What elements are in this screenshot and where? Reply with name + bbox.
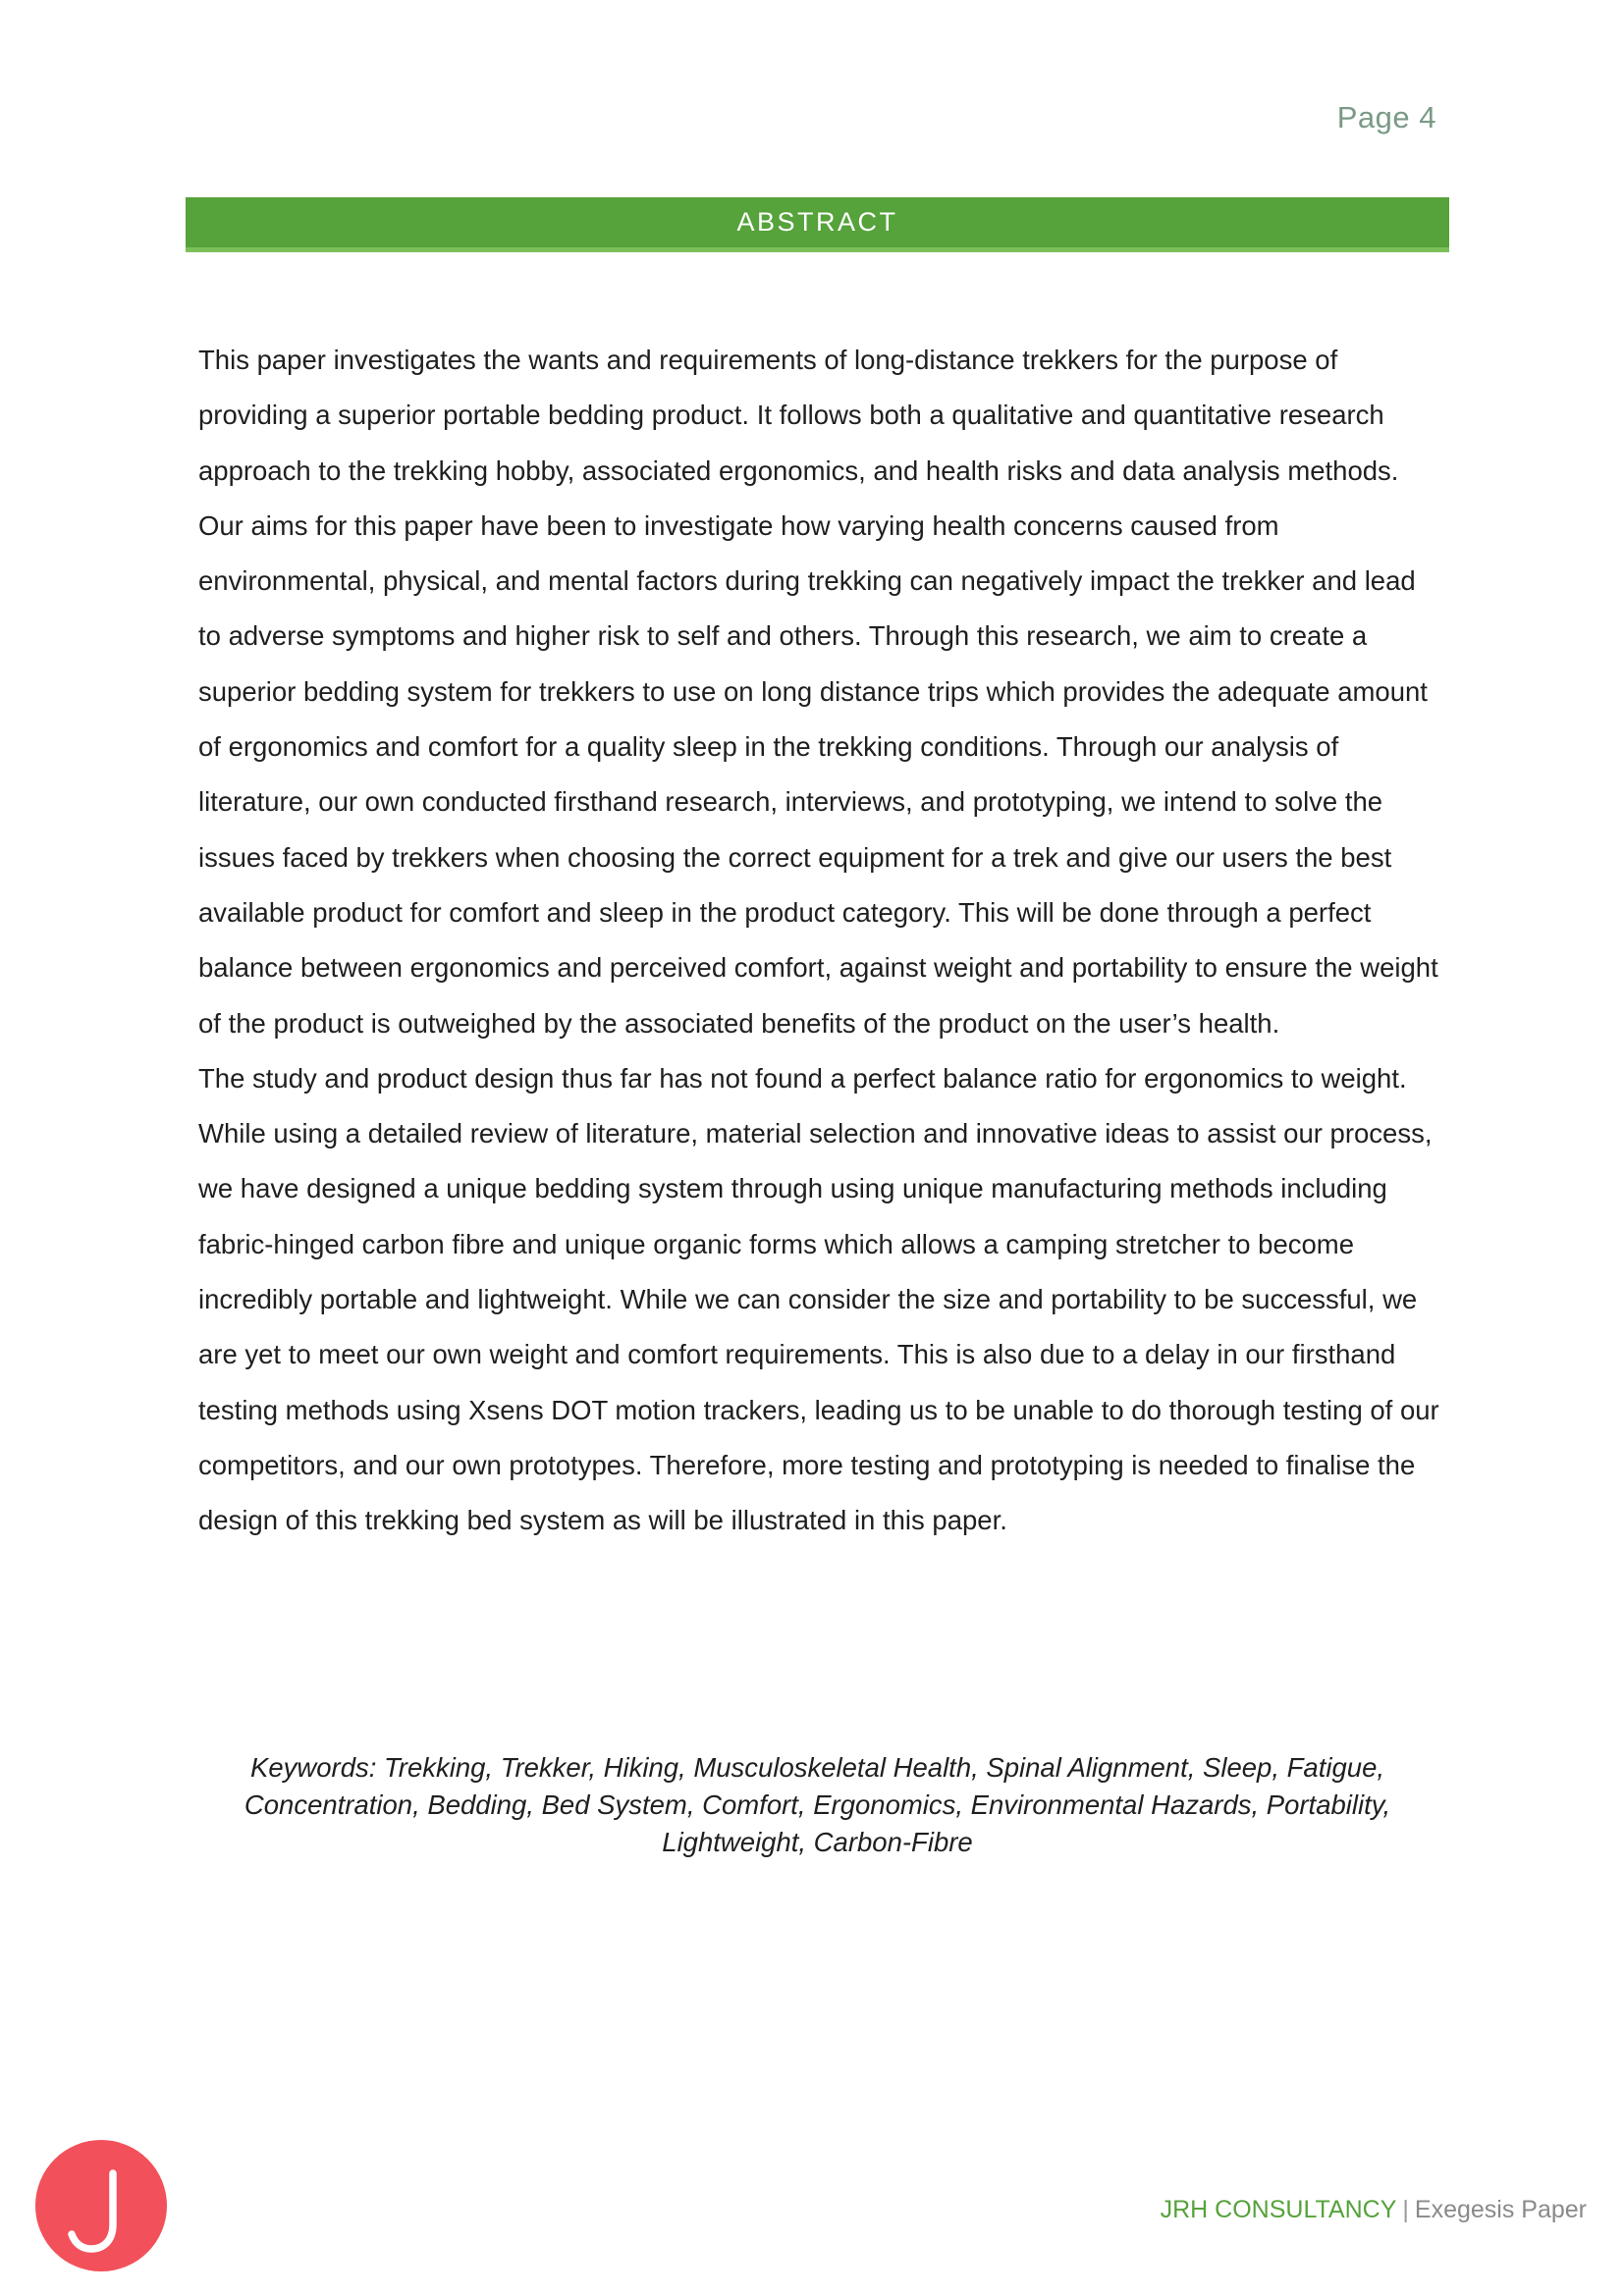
footer	[1161, 2196, 1587, 2224]
footer-company-name: JRH CONSULTANCY	[1160, 2196, 1397, 2223]
company-logo	[35, 2140, 167, 2271]
page-number: Page 4	[1336, 100, 1436, 134]
abstract-paragraph-1: This paper investigates the wants and requirements of long-distance trekkers for the purpose of providing a superior portable bedding product. It follows both a qualitative and quantitative research approach to the trekking hobby, associated ergonomics, and health risks and data analysis methods. Our aims for this paper have been to investigate how varying health concerns caused from environmental, physical, and mental factors during trekking can negatively impact the trekker and lead to adverse symptoms and higher risk to self and others. Through this research, we aim to create a superior bedding system for trekkers to use on long distance trips which provides the adequate amount of ergonomics and comfort for a quality sleep in the trekking conditions. Through our analysis of literature, our own conducted firsthand research, interviews, and prototyping, we intend to solve the issues faced by trekkers when choosing the correct equipment for a trek and give our users the best available product for comfort and sleep in the product category. This will be done through a perfect balance between ergonomics and perceived comfort, against weight and portability to ensure the weight of the product is outweighed by the associated benefits of the product on the user’s health.	[198, 345, 1438, 1039]
footer-document-type: Exegesis Paper	[1414, 2196, 1587, 2223]
keywords: Keywords: Trekking, Trekker, Hiking, Musculoskeletal Health, Spinal Alignment, Sleep, Fatigue, Concentration, Bedding, Bed System, Comfort, Ergonomics, Environmental Hazards, Portability, Lightweight, Carbon-Fibre	[244, 1752, 1391, 1857]
footer-separator: |	[1402, 2196, 1409, 2223]
abstract-body	[198, 333, 1445, 1549]
abstract-paragraph-2: The study and product design thus far has not found a perfect balance ratio for ergonomics to weight. While using a detailed review of literature, material selection and innovative ideas to assist our process, we have designed a unique bedding system through using unique manufacturing methods including fabric-hinged carbon fibre and unique organic forms which allows a camping stretcher to become incredibly portable and lightweight. While we can consider the size and portability to be successful, we are yet to meet our own weight and comfort requirements. This is also due to a delay in our firsthand testing methods using Xsens DOT motion trackers, leading us to be unable to do thorough testing of our competitors, and our own prototypes. Therefore, more testing and prototyping is needed to finalise the design of this trekking bed system as will be illustrated in this paper.	[198, 1062, 1439, 1536]
section-header-bar	[186, 197, 1449, 252]
section-title: ABSTRACT	[736, 207, 898, 237]
j-letter-icon	[35, 2140, 167, 2271]
